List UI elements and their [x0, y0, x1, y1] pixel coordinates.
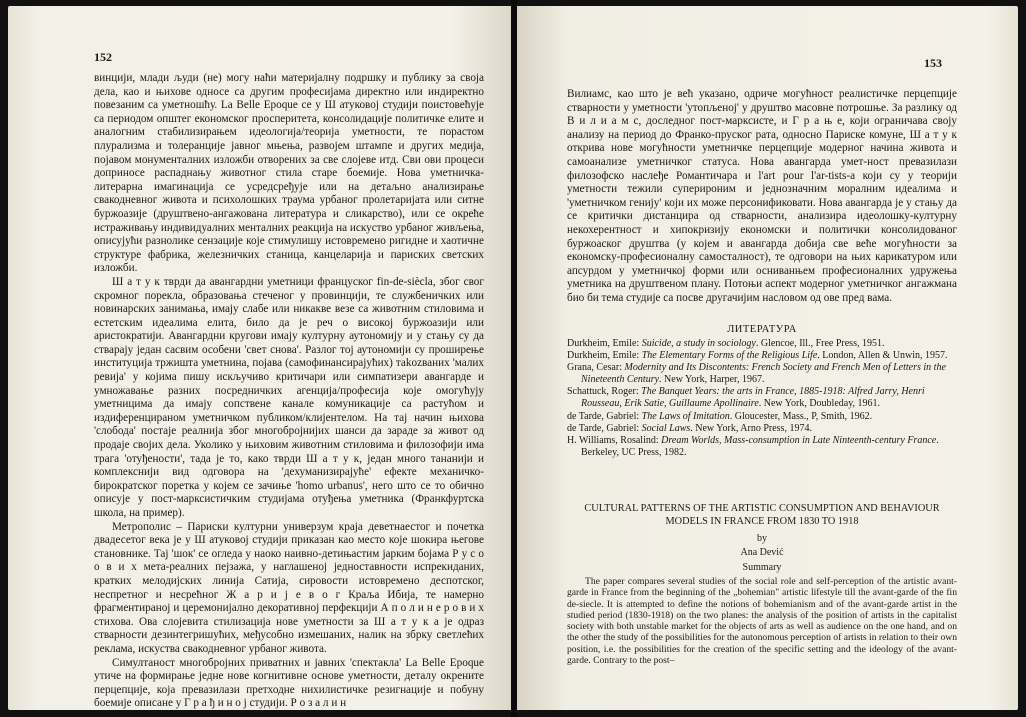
reference-item: Schattuck, Roger: The Banquet Years: the arts in France, 1885-1918: Alfred Jarry, Henri Rousseau, Erik Satie, Guillaume Apollinaire. New York, Doubleday, 1961.: [567, 386, 925, 410]
reference-item: H. Williams, Rosalind: Dream Worlds, Mass-consumption in Late Ninteenth-century France. Berkeley, UC Press, 1982.: [567, 434, 939, 458]
page-number-right: 153: [924, 56, 942, 70]
reference-item: Durkheim, Emile: The Elementary Forms of the Religious Life. London, Allen & Unwin, 1957.: [567, 350, 948, 362]
paragraph: Метрополис – Париски културни универзум краја деветнаестог и почетка двадесетог века је у Ш атуковој студији приказан као место које шокира његове становнике. Тај 'шок' се огледа у наоко наивно-детињастим јарким бојама Р у с о о в и х мета-реалних пејзажа, у наглашеној једноставности испрекиданих, кратких мелодијских линија Сатија, сирoвости истовремено деспотског, неспретног и несрећног Ж а р и ј е в о г Краља Ибија, те намерно фрагментираној и церемонијално декоративној перфекцији А п о л и н е р о в и х стихова. Ова слојевита стилизација нове уметности за Ш а т у к а је одраз стварности дезинтегришућих, међусобно измешаних, налик на збрку светлећих реклама, искуства свакодневног урбаног живота.: [94, 520, 484, 655]
summary-paragraph: The paper compares several studies of the social role and self-perception of the artistic avant-garde in France from the beginning of the „bohemian" artistic lifestyle till the avant-garde of the fin de-siecle. It is attempted to define the notions of bohemianism and of the avant-garde artist in the studied period (1830-1918) on the two planes: the analysis of the position of artists in the capitalist society with both unstable market for the objects of arts as well as audience on the one hand, and on the other the study of the possibilities for the autonomous perception of artists in relation to their own position, i.e. the possibilities for the creation of the specific setting and the ideology of the avant-garde. Contrary to the post–: [567, 576, 957, 667]
summary-text: [567, 576, 957, 666]
right-body-text: [567, 88, 957, 306]
left-body-text: [94, 72, 484, 710]
summary-by: by: [757, 533, 767, 544]
reference-item: de Tarde, Gabriel: The Laws of Imitation. Gloucester, Mass., P, Smith, 1962.: [567, 410, 873, 422]
summary-label: Summary: [742, 562, 782, 573]
paragraph: Вилиамс, као што је већ указано, одриче могућност реалистичке перцепције стварности у уметности 'утопљеној' у друштво масовне потрошње. За разлику од В и л и а м с, доследног пост-марксисте, и Г р а њ е, који ограничава своју анализу на период до Франко-пруског рата, односно Париске комуне, Ш а т у к открива нове могућности уметничке перцепције модерног начина живота и самоанализе уметничког статуса. Нова авангарда умет-ност превазилази филозофско наслеђе Романтичара и l'art pour l'ar-tists-а који су у теорији уметности тежили суперироним и једнозначним моралним идеалима и 'уметничком генију' који их може персонификовати. Нова авангарда је у стању да се критички дистанцира од стварности, анализира идеолошку-културну некохерентност и хипокризију економски и политички консолидованог буржоаског друштва (у којем и авангарда добија све веће могућности за економску-професионалну самосталност), те одговори на њих карикатуром или апсурдом у уметничкој форми или осниванњем професионалних удружења уметника на друштвеном плану. Потоњи аспект модерног уметничког ангажмана био би тема студије са посве другачијим насловом од ове пред вама.: [567, 88, 957, 304]
right-page: [517, 6, 1018, 710]
page-number-left: 152: [94, 50, 112, 64]
summary-title: CULTURAL PATTERNS OF THE ARTISTIC CONSUMPTION AND BEHAVIOUR MODELS IN FRANCE FROM 1830 TO 1918: [584, 503, 940, 527]
left-page: [8, 6, 511, 710]
summary-author: Ana Dević: [740, 547, 784, 558]
reference-item: Grana, Cesar: Modernity and Its Discontents: French Society and French Men of Letters in the Nineteenth Century. New York, Harper, 1967.: [567, 362, 946, 386]
paragraph: Симултаност многобројних приватних и јавних 'спектакла' La Belle Epoque утиче на формирање једне нове когнитивне основе уметности, деталу окрените перцепције, која превазилази претходне нихилистичке резигнације и побуну боемије описане у Г р а ђ и н о ј студији. Р о з а л и н: [94, 656, 484, 710]
reference-item: de Tarde, Gabriel: Social Laws. New York, Arno Press, 1974.: [567, 422, 812, 434]
references-heading: ЛИТЕРАТУРА: [727, 324, 797, 335]
reference-item: Durkheim, Emile: Suicide, a study in sociology. Glencoe, Ill., Free Press, 1951.: [567, 338, 885, 349]
paragraph: винцији, млади људи (не) могу наћи материјалну подршку и публику за своја дела, као и њихове односе са другим професијама директно или индиректно повезаним са уметношћу. La Belle Epoque се у Ш атуковој студији поистовећује са периодом општег економског просперитета, консолидације политичке елите и аналогним стабилизирањем идеологија/теорија уметности, те порастом плурализма и толеранције јавног мњења, развојем штампе и других медија, појавом монументалних изложби отворених за све слојеве итд. Сви ови процеси доприносе распаднању животног стила старе боемије. Нова уметничка-литерарна имагинација се усредсређује или на детаљно анализирање свакодневног живота и психолошких траума урбаног пролетаријата или ситне буржоазије (друштвено-ангажована литература и сликарство), или се окреће истраживању индивидуалних менталних реакција на искуство урбаног живљења, описујући разноликe сензације које стимулишу истовремено ригидне и хаотичне структуре фабрика, железничких станица, канцеларија и париских светских изложби.: [94, 72, 484, 275]
paragraph: Ш а т у к тврди да авангардни уметници француског fin-de-siècla, због свог скромног порекла, образовања стеченог у провинцији, те службеничких или новинарских занимања, имају слабе или никакве везе са животним стиловима и естетским идеалима елита, било да је реч о високој буржоазији или аристократији. Авангардни кругови имају културну аутономију и у стању су да стварају један сасвим особени 'свет снова'. Разлог тој аутономији су проширење институција тржишта уметнина, појава (самофинансирајућих) таkozваних 'малих ревија' у којима пишу искључиво критичари или симпатизери авангарде и умножавање разних посредничких агенција/професија које омогућују уметницима да имају сопствене канале комуникације са растућом и издиференцираном уметничком публиком/клијентелом. На тај начин њихова 'слобода' постаје реалнија због многобројнијих шанси да зараде за живот од продаје својих дела. Уколико у њиховим животним стиловима и филозофији има трага 'отуђености', тада је то, како тврди Ш а т у к, један много тананији и комплекснији вид одговора на 'дехуманизирајуће' ефекте механичко-бирократског поретка у којем се зачиње 'homo urbanus', него што се то обично описује у пост-марксистичким студијама отуђења уметника (Франкфуртска школа, на пример).: [94, 275, 484, 519]
references-list: [567, 338, 957, 459]
